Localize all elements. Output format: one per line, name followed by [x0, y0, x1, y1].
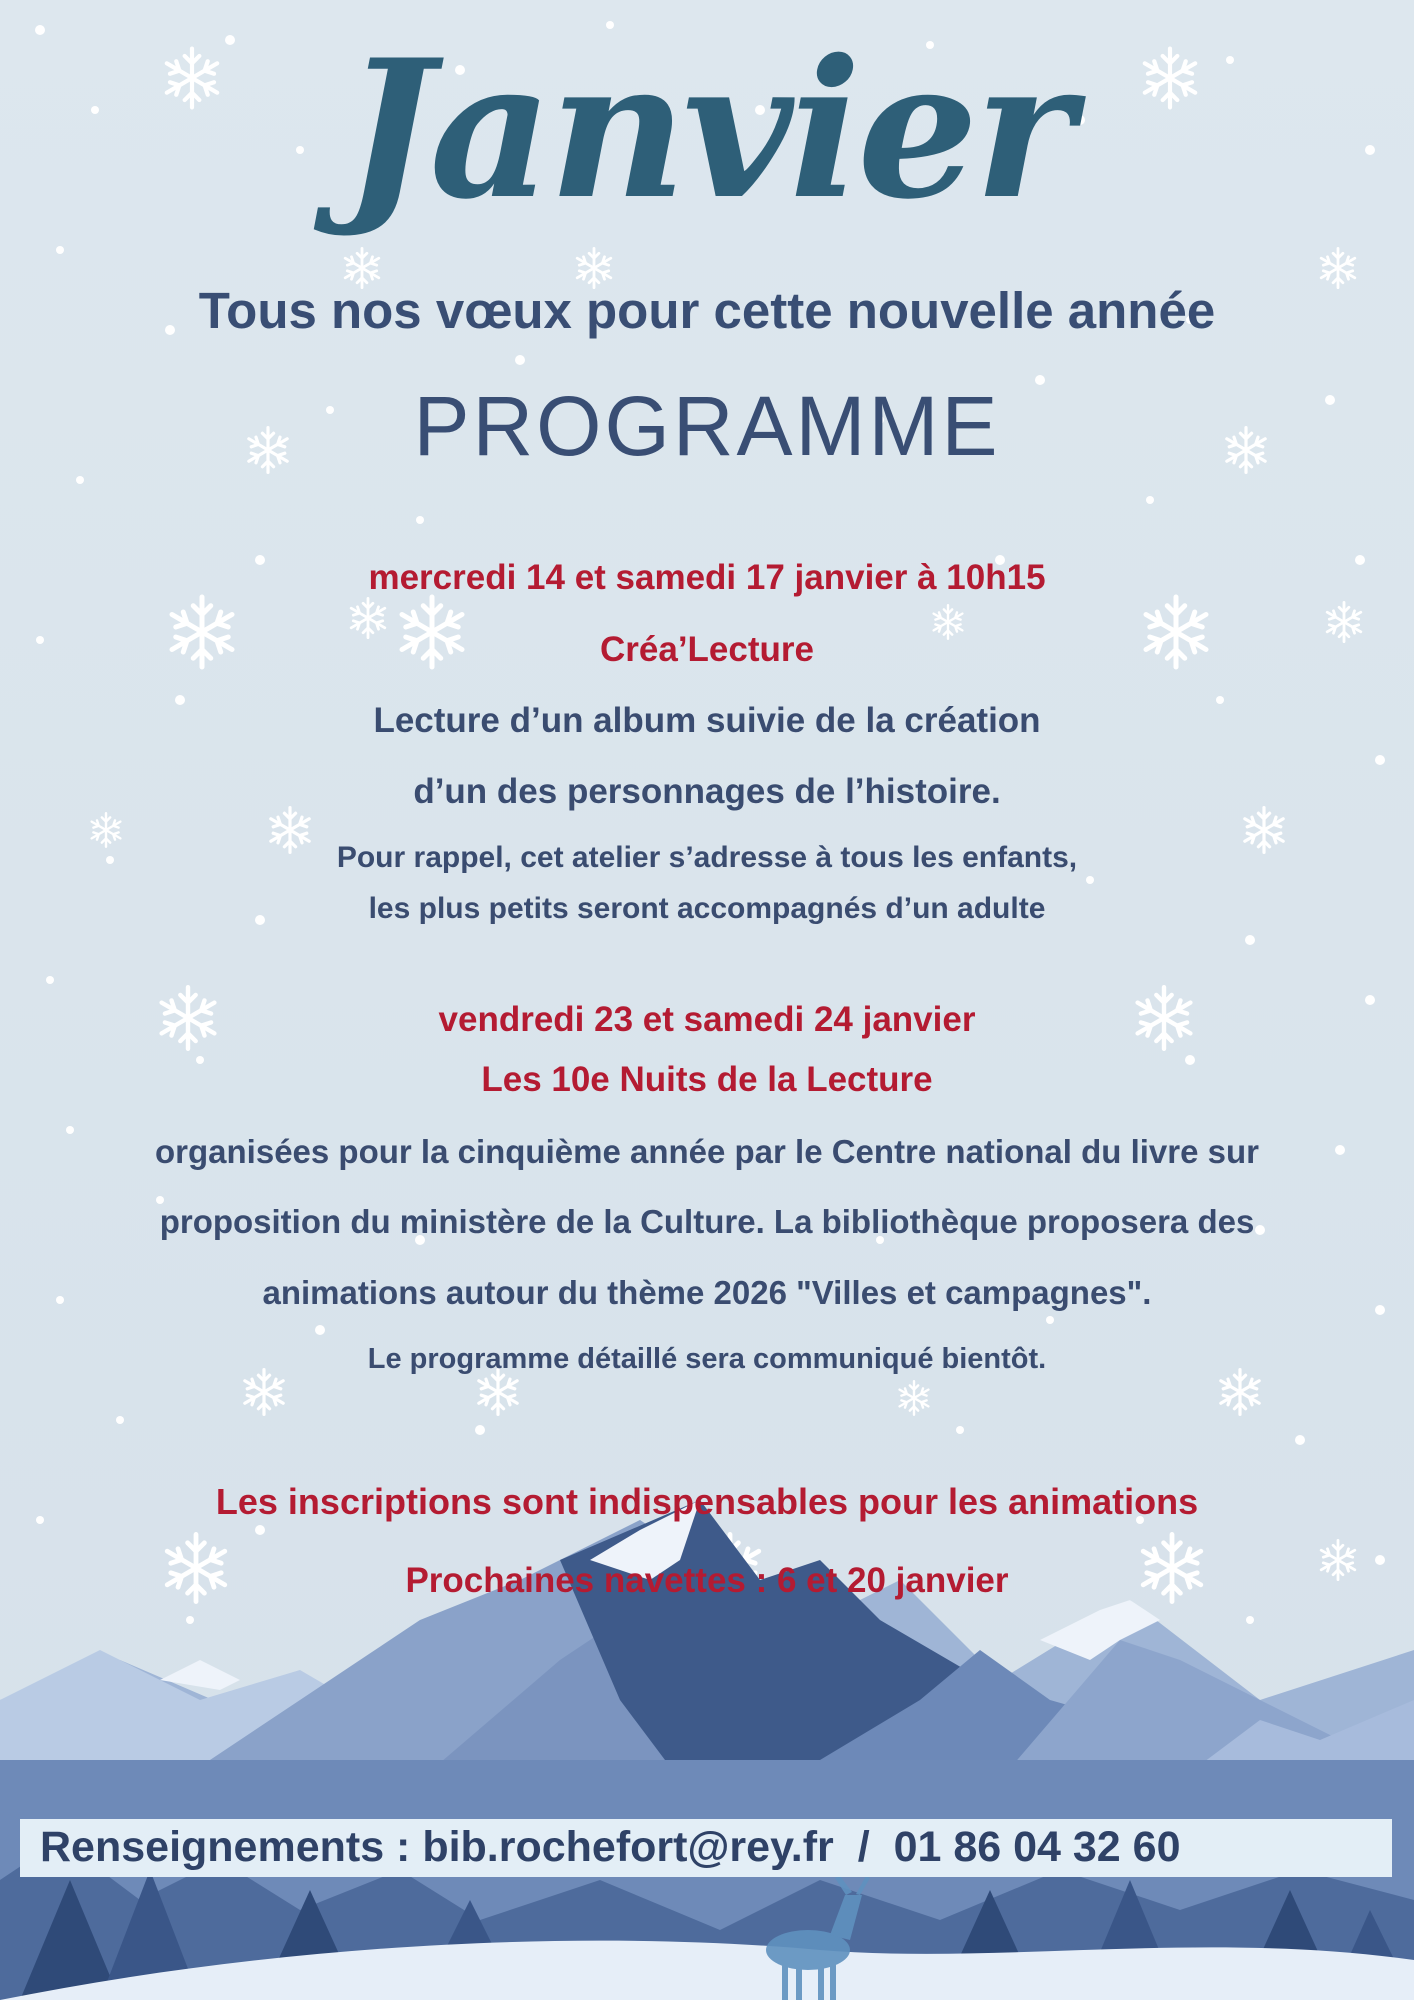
event2-description-line3: animations autour du thème 2026 "Villes et campagnes".: [262, 1274, 1152, 1311]
pine-tree-icon: [0, 1760, 1414, 2000]
contact-info: [40, 1816, 1181, 1878]
event2-name: Les 10e Nuits de la Lecture: [481, 1060, 933, 1099]
event2-description-line2: proposition du ministère de la Culture. La bibliothèque proposera des: [159, 1203, 1255, 1240]
greeting-subtitle: Tous nos vœux pour cette nouvelle année: [198, 282, 1216, 339]
contact-label: Renseignements :: [40, 1823, 411, 1871]
event1-description-line2: d’un des personnages de l’histoire.: [413, 772, 1001, 811]
programme-heading: PROGRAMME: [413, 379, 1001, 473]
event2-date: vendredi 23 et samedi 24 janvier: [438, 1000, 976, 1039]
event2-description-line1: organisées pour la cinquième année par le Centre national du livre sur: [155, 1133, 1259, 1170]
shuttles-notice: Prochaines navettes : 6 et 20 janvier: [405, 1561, 1009, 1600]
event1-note-line2: les plus petits seront accompagnés d’un adulte: [368, 892, 1046, 925]
registration-notice: Les inscriptions sont indispensables pour les animations: [215, 1481, 1199, 1522]
event1-name: Créa’Lecture: [600, 630, 814, 669]
event2-note: Le programme détaillé sera communiqué bientôt.: [367, 1343, 1047, 1375]
page-title: Janvier: [343, 18, 1071, 241]
event1-description-line1: Lecture d’un album suivie de la création: [373, 701, 1041, 740]
contact-email[interactable]: bib.rochefort@rey.fr: [422, 1823, 834, 1871]
event1-note-line1: Pour rappel, cet atelier s’adresse à tous les enfants,: [336, 841, 1078, 874]
contact-separator: /: [857, 1823, 870, 1871]
event1-date: mercredi 14 et samedi 17 janvier à 10h15: [368, 558, 1046, 597]
contact-phone[interactable]: 01 86 04 32 60: [893, 1823, 1181, 1871]
